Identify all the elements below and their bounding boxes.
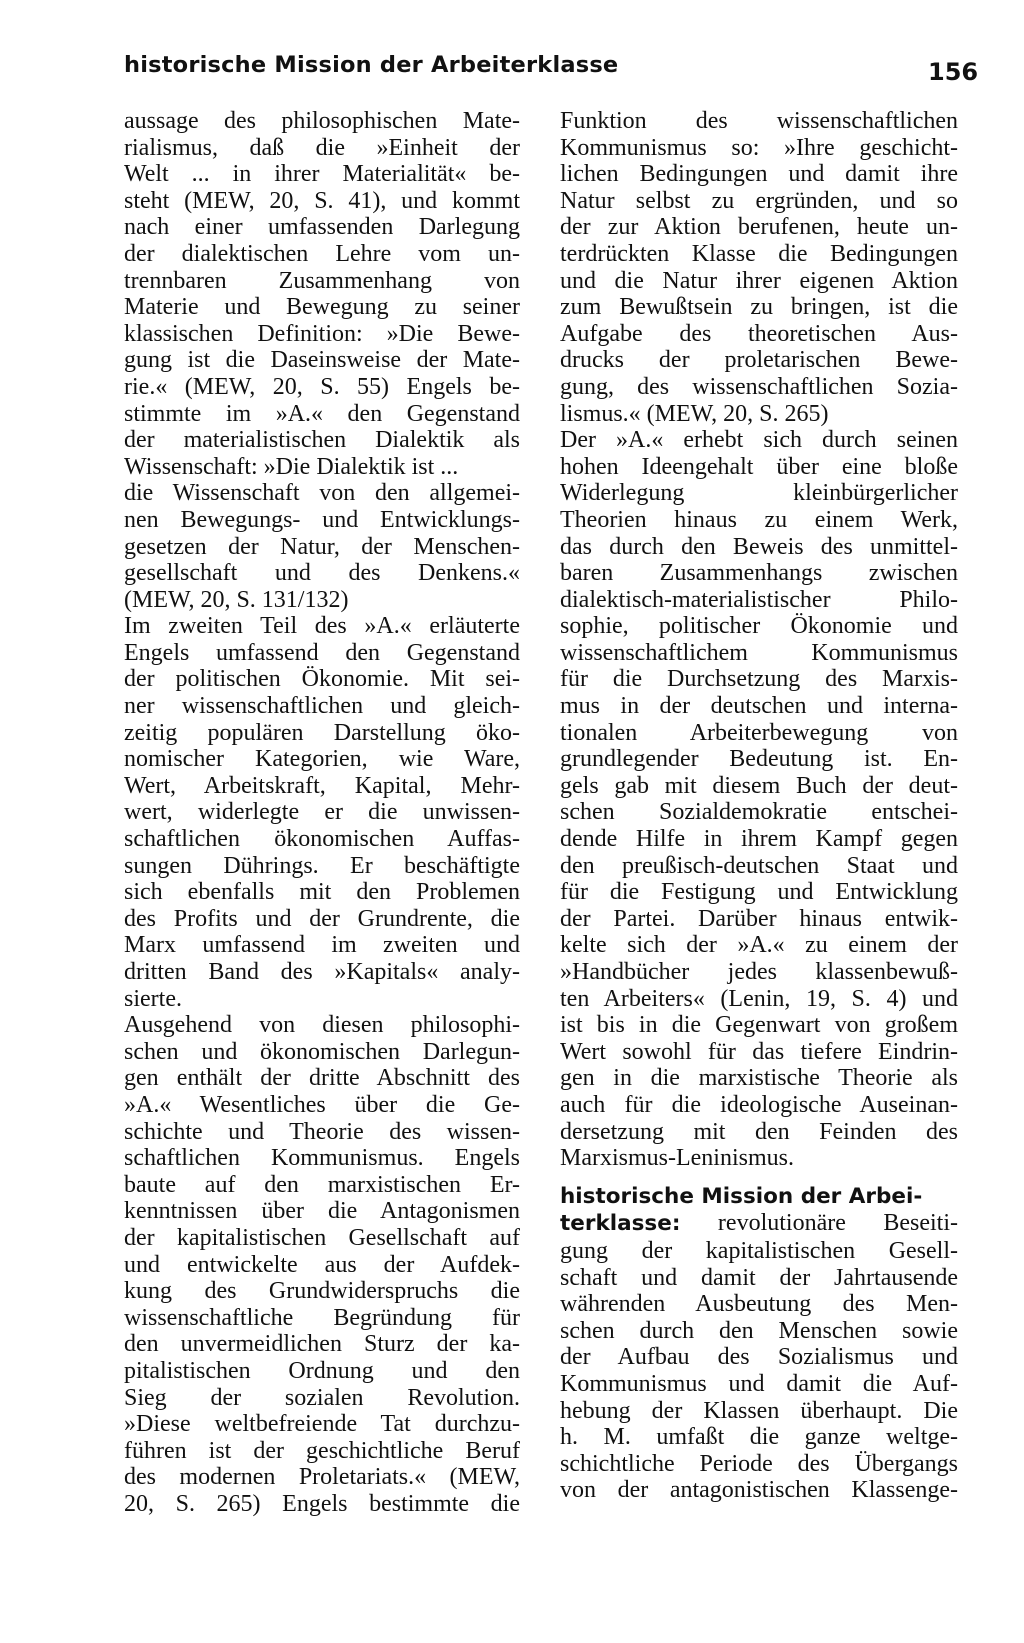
text-line: der materialistischen Dialektik als (124, 427, 520, 454)
text-line: Wissenschaft: »Die Dialektik ist ... (124, 453, 459, 480)
text-line: klassischen Definition: »Die Bewe- (124, 320, 520, 347)
text-line: nach einer umfassenden Darlegung (124, 214, 520, 241)
text-line: schichte und Theorie des wissen- (124, 1118, 520, 1145)
text-line: tionalen Arbeiterbewegung von (560, 719, 958, 746)
text-line: gels gab mit diesem Buch der deut- (560, 772, 958, 799)
entry-spacer (560, 1172, 958, 1184)
text-line: den preußisch-deutschen Staat und (560, 852, 958, 879)
text-line: der zur Aktion berufenen, heute un- (560, 214, 958, 241)
text-line: schen Sozialdemokratie entschei- (560, 799, 958, 826)
text-line: Wert, Arbeitskraft, Kapital, Mehr- (124, 772, 520, 799)
entry-body (560, 1238, 958, 1504)
text-line: Wert sowohl für das tiefere Eindrin- (560, 1038, 958, 1065)
text-line: schaftlichen ökonomischen Auffas- (124, 826, 520, 853)
text-line: (MEW, 20, S. 131/132) (124, 586, 349, 613)
text-line: lichen Bedingungen und damit ihre (560, 161, 958, 188)
text-line: für die Durchsetzung des Marxis- (560, 666, 958, 693)
text-line: und die Natur ihrer eigenen Aktion (560, 267, 958, 294)
text-line: hebung der Klassen überhaupt. Die (560, 1397, 958, 1424)
text-line: schichtliche Periode des Übergangs (560, 1450, 958, 1477)
text-line: Funktion des wissenschaftlichen (560, 108, 958, 134)
text-line: zeitig populären Darstellung öko- (124, 719, 520, 746)
text-line: Kommunismus und damit die Auf- (560, 1370, 958, 1397)
text-line: Welt ... in ihrer Materialität« be- (124, 161, 520, 188)
left-text-column (124, 108, 520, 1517)
text-line: Aufgabe des theoretischen Aus- (560, 320, 958, 347)
text-line: gesellschaft und des Denkens.« (124, 560, 520, 587)
text-line: dritten Band des »Kapitals« analy- (124, 959, 520, 985)
text-line: terdrückten Klasse die Bedingungen (560, 240, 958, 267)
text-line: trennbaren Zusammenhang von (124, 267, 520, 294)
entry-keyword-line-2: terklasse: (560, 1211, 681, 1237)
text-line: gen enthält der dritte Abschnitt des (124, 1065, 520, 1092)
text-line: Ausgehend von diesen philosophi- (124, 1012, 520, 1039)
page-number: 156 (928, 58, 979, 86)
text-line: »Handbücher jedes klassenbewuß- (560, 959, 958, 985)
text-line: von der antagonistischen Klassenge- (560, 1477, 958, 1504)
text-line: zum Bewußtsein zu bringen, ist die (560, 294, 958, 321)
text-line: dersetzung mit den Feinden des (560, 1118, 958, 1145)
text-line: rialismus, daß die »Einheit der (124, 134, 520, 161)
text-line: dialektisch-materialistischer Philo- (560, 586, 958, 613)
text-line: Materie und Bewegung zu seiner (124, 294, 520, 321)
entry-keyword-line-1: historische Mission der Arbei- (560, 1183, 923, 1209)
text-line: ist bis in die Gegenwart von großem (560, 1012, 958, 1039)
text-line: gesetzen der Natur, der Menschen- (124, 533, 520, 560)
text-line: mus in der deutschen und interna- (560, 693, 958, 720)
text-line: Im zweiten Teil des »A.« erläuterte (124, 613, 520, 640)
running-header-title: historische Mission der Arbeiterklasse (124, 52, 619, 78)
text-line: der kapitalistischen Gesellschaft auf (124, 1224, 520, 1251)
text-line: lismus.« (MEW, 20, S. 265) (560, 400, 829, 427)
text-line: drucks der proletarischen Bewe- (560, 347, 958, 374)
text-line: schen durch den Menschen sowie (560, 1317, 958, 1344)
entry-first-line-text: revolutionäre Beseiti- (717, 1210, 959, 1237)
text-line: baren Zusammenhangs zwischen (560, 560, 958, 587)
text-line: steht (MEW, 20, S. 41), und kommt (124, 187, 520, 214)
text-line: für die Festigung und Entwicklung (560, 879, 958, 906)
text-line: der politischen Ökonomie. Mit sei- (124, 666, 520, 693)
text-line: Sieg der sozialen Revolution. (124, 1384, 520, 1411)
text-line: wissenschaftlichem Kommunismus (560, 639, 958, 666)
text-line: schaft und damit der Jahrtausende (560, 1264, 958, 1291)
text-line: aussage des philosophischen Mate- (124, 108, 520, 134)
text-line: h. M. umfaßt die ganze weltge- (560, 1424, 958, 1451)
text-line: nen Bewegungs- und Entwicklungs- (124, 506, 520, 533)
text-line: des Profits und der Grundrente, die (124, 905, 520, 932)
text-line: wert, widerlegte er die unwissen- (124, 799, 520, 826)
right-column-paragraphs (560, 108, 958, 1172)
dictionary-entry (560, 1184, 958, 1504)
text-line: währenden Ausbeutung des Men- (560, 1291, 958, 1318)
text-line: der Partei. Darüber hinaus entwik- (560, 905, 958, 932)
text-line: nomischer Kategorien, wie Ware, (124, 746, 520, 773)
text-line: der dialektischen Lehre vom un- (124, 240, 520, 267)
text-line: pitalistischen Ordnung und den (124, 1357, 520, 1384)
text-line: grundlegender Bedeutung ist. En- (560, 746, 958, 773)
text-line: Marxismus-Leninismus. (560, 1145, 794, 1172)
text-line: sungen Dührings. Er beschäftigte (124, 852, 520, 879)
text-line: ten Arbeiters« (Lenin, 19, S. 4) und (560, 985, 958, 1012)
text-line: rie.« (MEW, 20, S. 55) Engels be- (124, 373, 520, 400)
text-line: kenntnissen über die Antagonismen (124, 1198, 520, 1225)
text-line: gung, des wissenschaftlichen Sozia- (560, 373, 958, 400)
text-line: 20, S. 265) Engels bestimmte die (124, 1490, 520, 1517)
text-line: kelte sich der »A.« zu einem der (560, 932, 958, 959)
text-line: schaftlichen Kommunismus. Engels (124, 1145, 520, 1172)
text-line: »Diese weltbefreiende Tat durchzu- (124, 1411, 520, 1438)
text-line: baute auf den marxistischen Er- (124, 1171, 520, 1198)
text-line: sophie, politischer Ökonomie und (560, 613, 958, 640)
text-line: den unvermeidlichen Sturz der ka- (124, 1331, 520, 1358)
text-line: Engels umfassend den Gegenstand (124, 639, 520, 666)
text-line: sierte. (124, 985, 182, 1012)
text-line: der Aufbau des Sozialismus und (560, 1344, 958, 1371)
text-line: gung der kapitalistischen Gesell- (560, 1237, 958, 1264)
text-line: »A.« Wesentliches über die Ge- (124, 1091, 520, 1118)
text-line: Theorien hinaus zu einem Werk, (560, 506, 958, 533)
text-line: die Wissenschaft von den allgemei- (124, 480, 520, 507)
text-line: Der »A.« erhebt sich durch seinen (560, 427, 958, 454)
text-line: schen und ökonomischen Darlegun- (124, 1038, 520, 1065)
text-line: stimmte im »A.« den Gegenstand (124, 400, 520, 427)
text-line: Natur selbst zu ergründen, und so (560, 187, 958, 214)
text-line: gung ist die Daseinsweise der Mate- (124, 347, 520, 374)
text-line: dende Hilfe in ihrem Kampf gegen (560, 826, 958, 853)
text-line: Marx umfassend im zweiten und (124, 932, 520, 959)
text-line: des modernen Proletariats.« (MEW, (124, 1464, 520, 1491)
right-text-column (560, 108, 958, 1504)
text-line: Kommunismus so: »Ihre geschicht- (560, 134, 958, 161)
text-line: wissenschaftliche Begründung für (124, 1304, 520, 1331)
text-line: auch für die ideologische Auseinan- (560, 1091, 958, 1118)
text-line: Widerlegung kleinbürgerlicher (560, 480, 958, 507)
text-line: hohen Ideengehalt über eine bloße (560, 453, 958, 480)
text-line: ner wissenschaftlichen und gleich- (124, 693, 520, 720)
text-line: gen in die marxistische Theorie als (560, 1065, 958, 1092)
text-line: das durch den Beweis des unmittel- (560, 533, 958, 560)
text-line: kung des Grundwiderspruchs die (124, 1278, 520, 1305)
text-line: sich ebenfalls mit den Problemen (124, 879, 520, 906)
entry-first-line (560, 1210, 958, 1238)
text-line: führen ist der geschichtliche Beruf (124, 1437, 520, 1464)
text-line: und entwickelte aus der Aufdek- (124, 1251, 520, 1278)
